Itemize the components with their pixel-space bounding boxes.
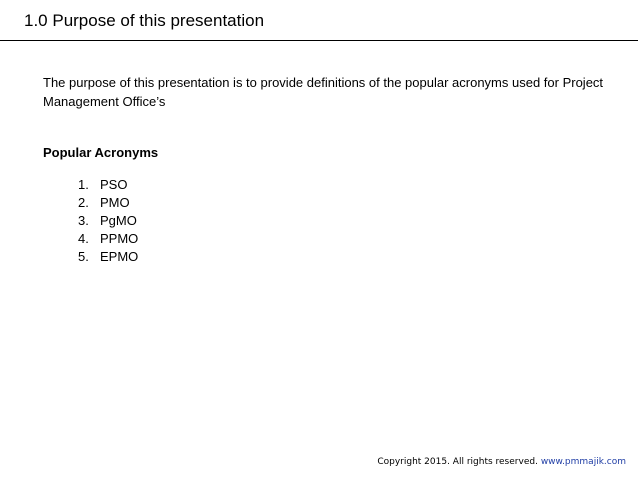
- acronym-list: [78, 176, 138, 266]
- list-item: [78, 194, 138, 212]
- slide-title: 1.0 Purpose of this presentation: [24, 11, 265, 30]
- list-item-number: 4.: [78, 231, 89, 246]
- list-item-label: PPMO: [100, 231, 139, 246]
- copyright-text: Copyright 2015. All rights reserved.: [377, 457, 538, 467]
- intro-paragraph: The purpose of this presentation is to provide definitions of the popular acronyms used for Project Management Office’s: [43, 75, 604, 109]
- list-item-label: PMO: [100, 195, 130, 210]
- section-heading: Popular Acronyms: [43, 145, 159, 160]
- list-item: [78, 176, 138, 194]
- website-link[interactable]: www.pmmajik.com: [540, 457, 626, 467]
- list-item-number: 2.: [78, 195, 89, 210]
- list-item-number: 1.: [78, 177, 89, 192]
- list-item-label: PSO: [100, 177, 128, 192]
- list-item: [78, 230, 138, 248]
- title-divider: [0, 40, 638, 41]
- list-item-label: PgMO: [100, 213, 137, 228]
- list-item-number: 5.: [78, 249, 89, 264]
- list-item: [78, 248, 138, 266]
- list-item-label: EPMO: [100, 249, 139, 264]
- list-item: [78, 212, 138, 230]
- list-item-number: 3.: [78, 213, 89, 228]
- footer: [377, 456, 626, 468]
